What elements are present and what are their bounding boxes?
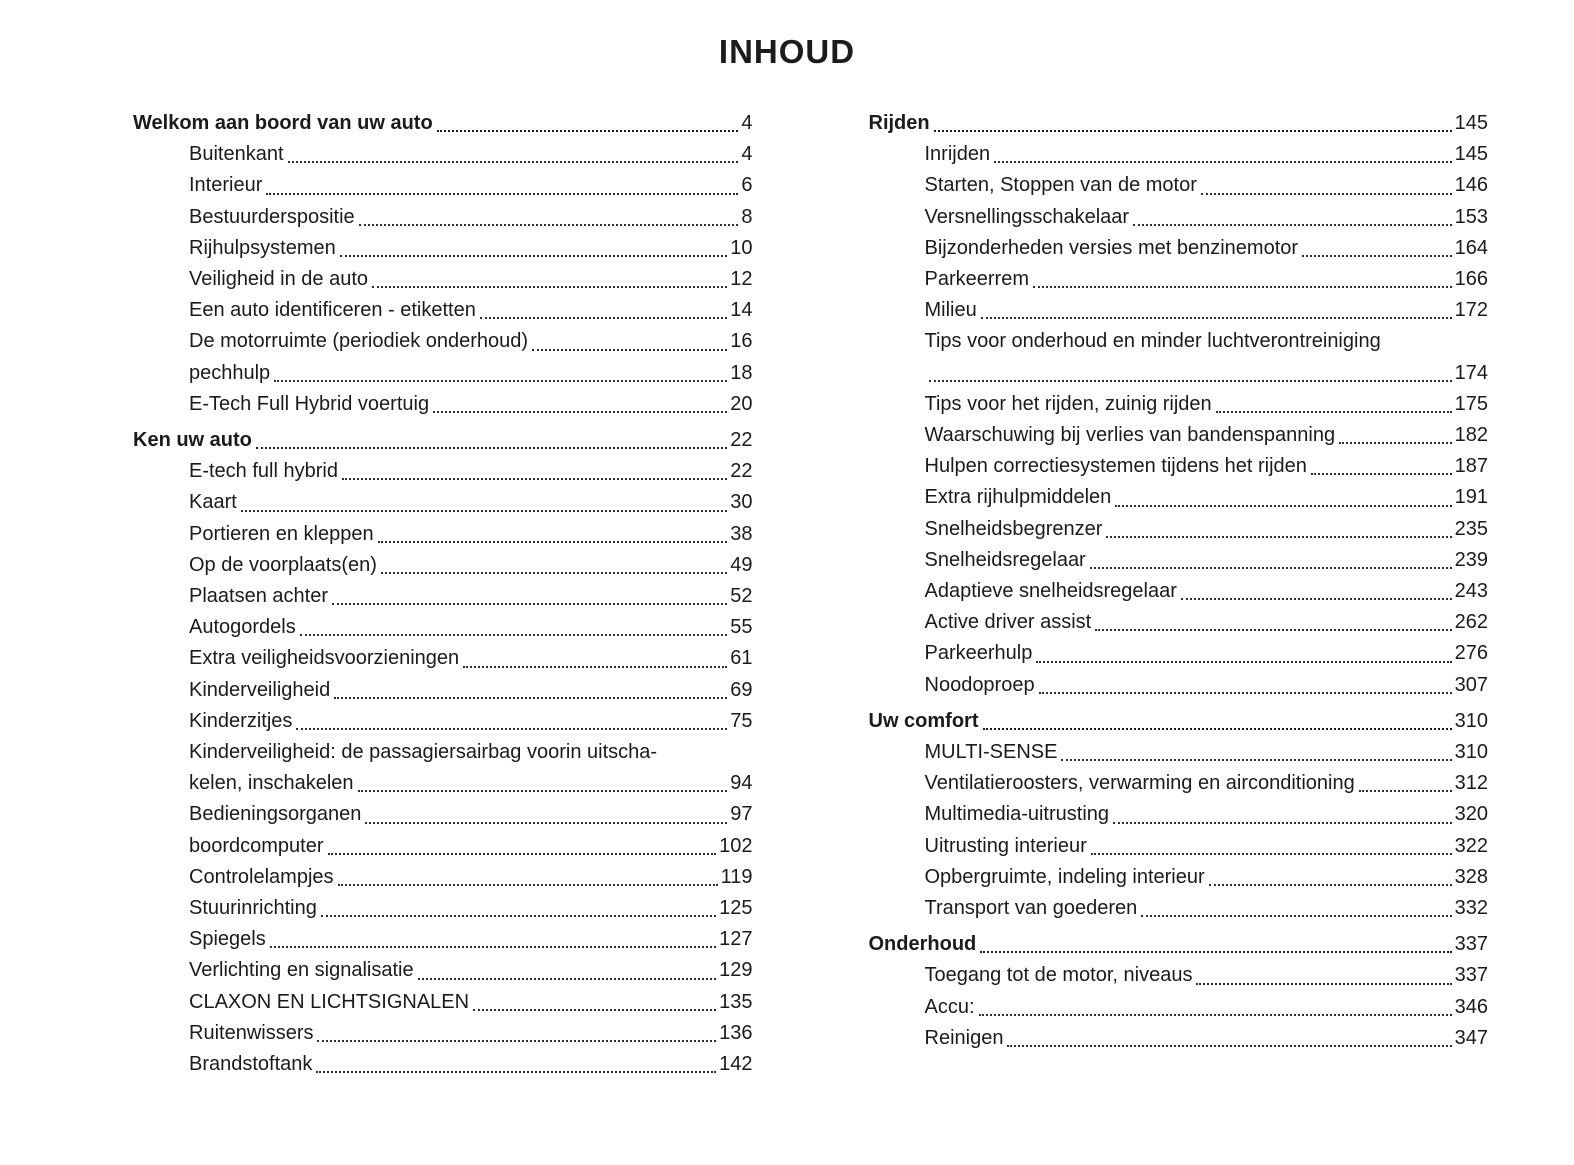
entry-label: Versnellingsschakelaar [924, 205, 1130, 228]
page-number: 20 [730, 392, 753, 415]
page-number: 127 [719, 928, 753, 951]
toc-section [869, 706, 1489, 924]
page-number: 14 [730, 299, 753, 322]
section-title: Ken uw auto [133, 429, 252, 452]
leader-dots [1095, 629, 1451, 631]
toc-section [869, 108, 1489, 701]
entry-label: E-tech full hybrid [189, 460, 338, 483]
entry-label: Bedieningsorganen [189, 803, 362, 826]
toc-section [133, 425, 753, 1080]
leader-dots [321, 915, 716, 917]
leader-dots [334, 697, 727, 699]
entry-label: pechhulp [189, 361, 271, 384]
toc-entry [869, 545, 1489, 576]
toc-entry [869, 670, 1489, 701]
toc-section-header [133, 425, 753, 456]
page-number: 18 [730, 361, 753, 384]
toc-entry [869, 482, 1489, 513]
leader-dots [338, 884, 718, 886]
page-number: 146 [1454, 174, 1488, 197]
section-title: Onderhoud [868, 933, 977, 956]
page-number: 49 [730, 553, 753, 576]
toc-entry [869, 576, 1489, 607]
leader-dots [274, 380, 727, 382]
entry-label: Parkeerhulp [924, 642, 1033, 665]
leader-dots [1091, 853, 1452, 855]
entry-label: Spiegels [189, 928, 266, 951]
leader-dots [296, 728, 727, 730]
leader-dots [1141, 915, 1451, 917]
leader-dots [342, 478, 727, 480]
leader-dots [316, 1071, 716, 1073]
toc-entry [133, 487, 753, 518]
toc-entry [869, 139, 1489, 170]
entry-label: CLAXON EN LICHTSIGNALEN [189, 990, 470, 1013]
page-number: 346 [1454, 995, 1488, 1018]
page-number: 75 [730, 709, 753, 732]
page-number: 4 [741, 112, 753, 134]
entry-label: Milieu [924, 299, 977, 322]
leader-dots [288, 161, 739, 163]
page-number: 55 [730, 616, 753, 639]
page-number: 22 [730, 429, 753, 452]
entry-label: Snelheidsbegrenzer [924, 517, 1103, 540]
leader-dots [1359, 790, 1452, 792]
page-number: 235 [1454, 517, 1488, 540]
leader-dots [365, 822, 727, 824]
toc-entry [869, 638, 1489, 669]
toc-entry [133, 326, 753, 357]
toc-entry [133, 389, 753, 420]
toc-entry [133, 893, 753, 924]
entry-label: Starten, Stoppen van de motor [924, 174, 1197, 197]
page-number: 16 [730, 330, 753, 353]
entry-label: Kaart [189, 491, 237, 514]
leader-dots [300, 634, 728, 636]
page-number: 61 [730, 647, 753, 670]
leader-dots [994, 161, 1452, 163]
leader-dots [1216, 411, 1452, 413]
toc-entry [133, 924, 753, 955]
leader-dots [1209, 884, 1452, 886]
page-number: 52 [730, 585, 753, 608]
page-number: 94 [730, 772, 753, 795]
leader-dots [983, 728, 1452, 730]
entry-label: Tips voor het rijden, zuinig rijden [924, 392, 1212, 415]
toc-entry [133, 737, 753, 768]
page-number: 97 [730, 803, 753, 826]
toc-columns [0, 71, 1574, 1080]
leader-dots [433, 411, 727, 413]
page-number: 136 [719, 1021, 753, 1044]
page-number: 310 [1454, 741, 1488, 764]
toc-entry [133, 202, 753, 233]
page-number: 239 [1454, 548, 1488, 571]
toc-entry [869, 1023, 1489, 1054]
toc-entry [133, 295, 753, 326]
page-number: 322 [1454, 834, 1488, 857]
entry-label: Veiligheid in de auto [189, 268, 369, 291]
leader-dots [358, 790, 728, 792]
leader-dots [381, 572, 727, 574]
page-number: 332 [1454, 897, 1488, 920]
toc-entry [869, 893, 1489, 924]
entry-label: Parkeerrem [924, 268, 1029, 291]
toc-entry [869, 295, 1489, 326]
page-number: 320 [1454, 803, 1488, 826]
toc-entry [869, 264, 1489, 295]
entry-label: Multimedia-uitrusting [924, 803, 1110, 826]
leader-dots [1181, 598, 1452, 600]
toc-entry [133, 550, 753, 581]
leader-dots [328, 853, 717, 855]
toc-entry [133, 987, 753, 1018]
entry-label: Tips voor onderhoud en minder luchtverontreiniging [924, 330, 1381, 353]
entry-label: Uitrusting interieur [924, 834, 1087, 857]
toc-entry [869, 960, 1489, 991]
leader-dots [1201, 193, 1452, 195]
page-number: 8 [741, 205, 753, 228]
page-number: 262 [1454, 611, 1488, 634]
entry-label: Bestuurderspositie [189, 205, 355, 228]
leader-dots [1033, 286, 1452, 288]
entry-label: MULTI-SENSE [924, 741, 1058, 764]
entry-label: kelen, inschakelen [189, 772, 354, 795]
toc-section [133, 108, 753, 420]
toc-entry [133, 768, 753, 799]
leader-dots [317, 1040, 716, 1042]
leader-dots [241, 510, 727, 512]
leader-dots [332, 603, 727, 605]
entry-label: Plaatsen achter [189, 585, 328, 608]
toc-section-header [869, 108, 1489, 139]
leader-dots [378, 541, 728, 543]
leader-dots [359, 224, 739, 226]
page-title: INHOUD [718, 33, 856, 70]
entry-label: Een auto identificeren - etiketten [189, 299, 476, 322]
page-number: 337 [1454, 964, 1488, 987]
toc-entry [869, 831, 1489, 862]
leader-dots [934, 130, 1452, 132]
toc-column-right [869, 108, 1489, 1080]
leader-dots [1302, 255, 1452, 257]
leader-dots [473, 1009, 716, 1011]
toc-entry [869, 233, 1489, 264]
page-number: 38 [730, 522, 753, 545]
leader-dots [340, 255, 728, 257]
page-number: 172 [1454, 299, 1488, 322]
section-title: Welkom aan boord van uw auto [133, 112, 433, 134]
page-number: 187 [1454, 455, 1488, 478]
entry-label: Opbergruimte, indeling interieur [924, 865, 1205, 888]
entry-label: Hulpen correctiesystemen tijdens het rijden [924, 455, 1307, 478]
leader-dots [270, 946, 716, 948]
page-number: 310 [1454, 709, 1488, 732]
page-number: 328 [1454, 865, 1488, 888]
page-number: 142 [719, 1053, 753, 1076]
leader-dots [1339, 442, 1452, 444]
leader-dots [1196, 983, 1451, 985]
toc-entry [869, 326, 1489, 357]
leader-dots [266, 193, 738, 195]
page-number: 69 [730, 678, 753, 701]
entry-label: De motorruimte (periodiek onderhoud) [189, 330, 529, 353]
toc-entry [133, 1049, 753, 1080]
toc-entry [133, 612, 753, 643]
leader-dots [1039, 692, 1452, 694]
toc-entry [133, 358, 753, 389]
leader-dots [929, 380, 1452, 382]
section-title: Rijden [868, 112, 930, 134]
page-number: 243 [1454, 580, 1488, 603]
leader-dots [1007, 1045, 1451, 1047]
toc-entry [869, 451, 1489, 482]
entry-label: Verlichting en signalisatie [189, 959, 414, 982]
leader-dots [1090, 567, 1452, 569]
page-number: 307 [1454, 673, 1488, 696]
page-number: 276 [1454, 642, 1488, 665]
toc-entry [133, 799, 753, 830]
entry-label: Interieur [189, 174, 263, 197]
entry-label: Ventilatieroosters, verwarming en airconditioning [924, 772, 1355, 795]
toc-entry [869, 420, 1489, 451]
toc-entry [133, 264, 753, 295]
page-number: 312 [1454, 772, 1488, 795]
toc-section-header [869, 706, 1489, 737]
toc-entry [133, 519, 753, 550]
page-number: 119 [720, 865, 753, 888]
entry-label: Kinderzitjes [189, 709, 293, 732]
entry-label: Snelheidsregelaar [924, 548, 1086, 571]
toc-entry [133, 139, 753, 170]
leader-dots [979, 1014, 1452, 1016]
entry-label: Toegang tot de motor, niveaus [924, 964, 1193, 987]
toc-entry [869, 768, 1489, 799]
toc-entry [869, 389, 1489, 420]
entry-label: Transport van goederen [924, 897, 1138, 920]
entry-label: Buitenkant [189, 143, 284, 166]
toc-entry [869, 607, 1489, 638]
entry-label: Kinderveiligheid: de passagiersairbag voorin uitscha- [189, 741, 658, 764]
page-number: 6 [741, 174, 753, 197]
page-number: 145 [1454, 112, 1488, 134]
page-number: 153 [1454, 205, 1488, 228]
leader-dots [418, 978, 717, 980]
leader-dots [256, 447, 727, 449]
page-number: 22 [730, 460, 753, 483]
page-number: 164 [1454, 236, 1488, 259]
leader-dots [981, 317, 1452, 319]
toc-entry [133, 581, 753, 612]
entry-label: Controlelampjes [189, 865, 334, 888]
leader-dots [437, 130, 739, 132]
entry-label: Active driver assist [924, 611, 1092, 634]
entry-label: E-Tech Full Hybrid voertuig [189, 392, 430, 415]
toc-entry [869, 358, 1489, 389]
leader-dots [1133, 224, 1452, 226]
page-number: 102 [719, 834, 753, 857]
entry-label: Noodoproep [924, 673, 1035, 696]
entry-label: Op de voorplaats(en) [189, 553, 377, 576]
entry-label: Autogordels [189, 616, 296, 639]
toc-entry [869, 514, 1489, 545]
entry-label: Brandstoftank [189, 1053, 313, 1076]
toc-column-left [133, 108, 753, 1080]
page-number: 191 [1454, 486, 1488, 509]
entry-label: Adaptieve snelheidsregelaar [924, 580, 1177, 603]
entry-label: Stuurinrichting [189, 897, 317, 920]
entry-label: Ruitenwissers [189, 1021, 314, 1044]
toc-entry [133, 675, 753, 706]
toc-entry [869, 992, 1489, 1023]
page-number: 129 [719, 959, 753, 982]
entry-label: Waarschuwing bij verlies van bandenspanning [924, 424, 1336, 447]
entry-label: Accu: [924, 995, 975, 1018]
leader-dots [532, 349, 727, 351]
toc-entry [869, 799, 1489, 830]
page-number: 135 [719, 990, 753, 1013]
leader-dots [463, 666, 727, 668]
leader-dots [1036, 661, 1451, 663]
toc-entry [133, 456, 753, 487]
leader-dots [1113, 822, 1452, 824]
page-number: 30 [730, 491, 753, 514]
toc-entry [133, 706, 753, 737]
leader-dots [980, 951, 1451, 953]
leader-dots [1311, 473, 1452, 475]
toc-entry [133, 643, 753, 674]
entry-label: Extra rijhulpmiddelen [924, 486, 1112, 509]
entry-label: Reinigen [924, 1026, 1004, 1049]
toc-entry [869, 737, 1489, 768]
toc-entry [133, 831, 753, 862]
leader-dots [1115, 505, 1451, 507]
toc-entry [133, 1018, 753, 1049]
page-number: 337 [1454, 933, 1488, 956]
toc-entry [869, 202, 1489, 233]
entry-label: Portieren en kleppen [189, 522, 374, 545]
entry-label: Inrijden [924, 143, 991, 166]
entry-label: Rijhulpsystemen [189, 236, 336, 259]
page-number: 125 [719, 897, 753, 920]
toc-entry [133, 233, 753, 264]
leader-dots [372, 286, 727, 288]
toc-entry [869, 862, 1489, 893]
leader-dots [1061, 759, 1451, 761]
entry-label: Extra veiligheidsvoorzieningen [189, 647, 460, 670]
toc-entry [133, 170, 753, 201]
toc-entry [869, 170, 1489, 201]
page-number: 145 [1454, 143, 1488, 166]
page-number: 10 [730, 236, 753, 259]
leader-dots [1106, 536, 1451, 538]
entry-label: Kinderveiligheid [189, 678, 331, 701]
entry-label: Bijzonderheden versies met benzinemotor [924, 236, 1299, 259]
page-number: 4 [741, 143, 753, 166]
toc-section [869, 929, 1489, 1054]
toc-section-header [133, 108, 753, 139]
page-number: 166 [1454, 268, 1488, 291]
page-number: 347 [1454, 1026, 1488, 1049]
page-number: 182 [1454, 424, 1488, 447]
section-title: Uw comfort [868, 709, 979, 732]
toc-entry [133, 862, 753, 893]
toc-entry [133, 955, 753, 986]
page-number: 175 [1454, 392, 1488, 415]
toc-section-header [869, 929, 1489, 960]
entry-label: boordcomputer [189, 834, 324, 857]
page-number: 174 [1454, 361, 1488, 384]
leader-dots [480, 317, 727, 319]
page-number: 12 [730, 268, 753, 291]
